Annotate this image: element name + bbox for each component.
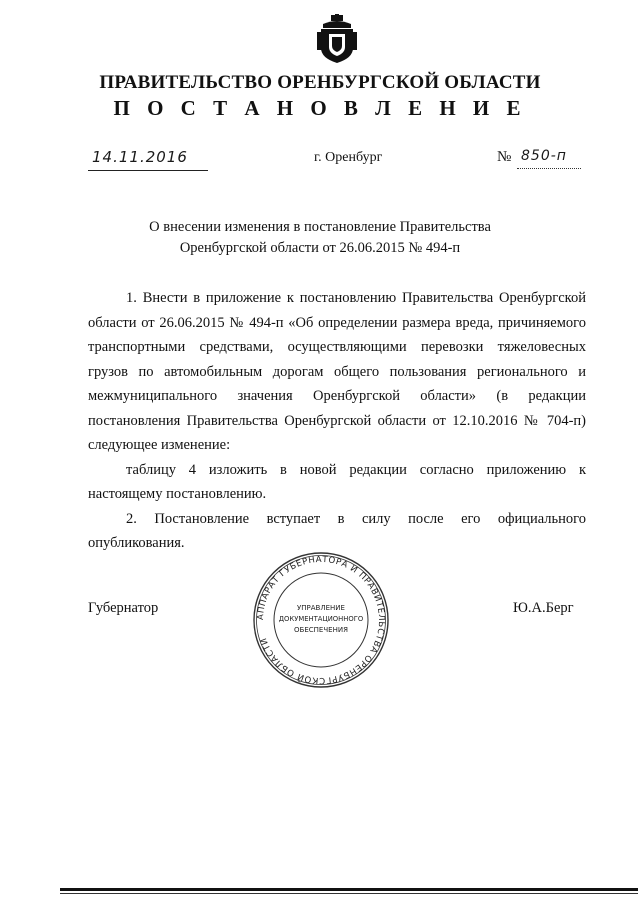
stamp-center-line-3: ОБЕСПЕЧЕНИЯ	[294, 626, 348, 634]
body-paragraph-2: таблицу 4 изложить в новой редакции согласно приложению к настоящему постановлению.	[88, 461, 586, 502]
subject-line-1: О внесении изменения в постановление Правительства	[149, 219, 491, 235]
organization-title: ПРАВИТЕЛЬСТВО ОРЕНБУРГСКОЙ ОБЛАСТИ	[99, 72, 541, 93]
subject-line-2: Оренбургской области от 26.06.2015 № 494-п	[179, 240, 461, 256]
number-underline	[517, 168, 581, 169]
number-label: №	[497, 149, 512, 165]
stamp-ring-text: АППАРАТ ГУБЕРНАТОРА И ПРАВИТЕЛЬСТВА ОРЕНБУРГСКОЙ ОБЛАСТИ	[255, 554, 387, 686]
document-number: 850-п	[521, 148, 567, 164]
number-field	[517, 147, 585, 169]
official-stamp-icon	[252, 551, 390, 689]
stamp-center-line-1: УПРАВЛЕНИЕ	[297, 604, 345, 612]
bottom-rule-thick	[60, 888, 638, 891]
body-paragraph-1: 1. Внести в приложение к постановлению Правительства Оренбургской области от 26.06.2015 № 494-п «Об определении размера вреда, причиняемого транспортными средствами, осуществляющими перевозки тяжеловесных грузов по автомобильным дорогам общего пользования регионального и межмуниципального значения Оренбургской области» (в редакции постановления Правительства Оренбургской области от 12.10.2016 № 704-п) следующее изменение:	[88, 290, 586, 453]
date-field	[88, 148, 208, 171]
stamp-center-line-2: ДОКУМЕНТАЦИОННОГО	[278, 615, 364, 623]
document-type-title: П О С Т А Н О В Л Е Н И Е	[113, 96, 527, 120]
document-date: 14.11.2016	[92, 148, 188, 166]
document-subject	[0, 217, 640, 259]
signer-name: Ю.А.Берг	[513, 600, 574, 616]
document-body	[88, 286, 586, 556]
document-city: г. Оренбург	[314, 150, 383, 165]
signer-title: Губернатор	[88, 600, 159, 616]
body-paragraph-3: 2. Постановление вступает в силу после его официального опубликования.	[88, 510, 586, 551]
bottom-rule-thin	[60, 893, 638, 894]
coat-of-arms-icon	[317, 14, 357, 64]
